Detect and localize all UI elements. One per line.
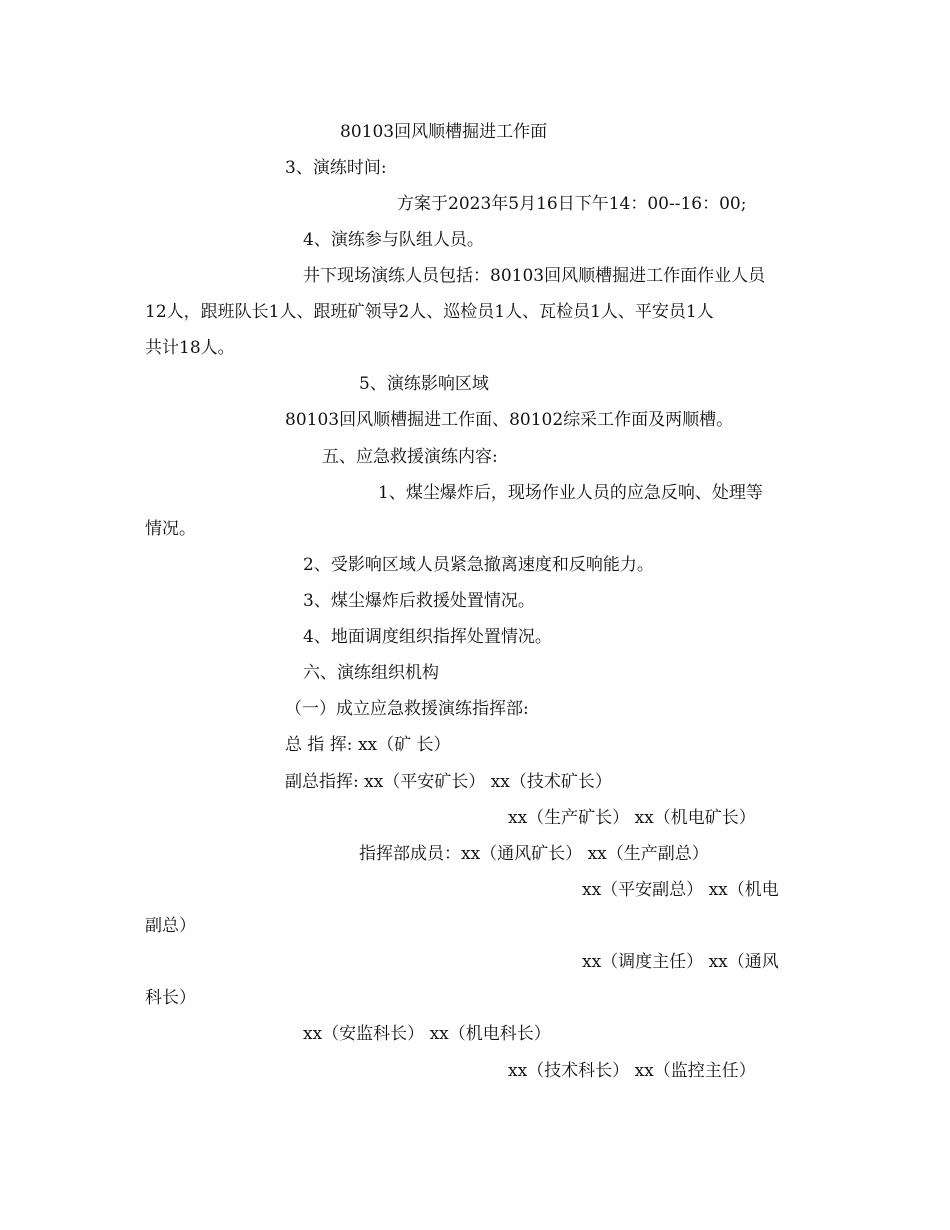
- text-line: 5、演练影响区域: [359, 374, 489, 394]
- text-line: 总 指 挥: xx（矿 长）: [285, 735, 451, 755]
- text-line: 井下现场演练人员包括：80103回风顺槽掘进工作面作业人员: [303, 266, 766, 286]
- text-line: 六、演练组织机构: [303, 663, 439, 683]
- text-line: xx（生产矿长） xx（机电矿长）: [508, 808, 756, 828]
- text-line: 方案于2023年5月16日下午14：00--16：00;: [397, 194, 747, 214]
- text-line: 共计18人。: [145, 338, 235, 358]
- text-line: 80103回风顺槽掘进工作面、80102综采工作面及两顺槽。: [285, 410, 734, 430]
- text-line: （一）成立应急救援演练指挥部:: [285, 699, 529, 719]
- text-line: xx（技术科长） xx（监控主任）: [508, 1061, 756, 1081]
- text-line: 情况。: [145, 519, 196, 539]
- text-line: 副总）: [145, 916, 196, 936]
- text-line: 3、煤尘爆炸后救援处置情况。: [303, 591, 535, 611]
- text-line: 副总指挥: xx（平安矿长） xx（技术矿长）: [285, 772, 612, 792]
- text-line: 3、演练时间:: [285, 158, 387, 178]
- text-line: 4、演练参与队组人员。: [303, 230, 484, 250]
- text-line: 12人，跟班队长1人、跟班矿领导2人、巡检员1人、瓦检员1人、平安员1人: [145, 302, 714, 322]
- text-line: xx（平安副总） xx（机电: [582, 880, 779, 900]
- text-line: xx（调度主任） xx（通风: [582, 952, 779, 972]
- text-line: xx（安监科长） xx（机电科长）: [303, 1024, 551, 1044]
- text-line: 1、煤尘爆炸后，现场作业人员的应急反响、处理等: [378, 483, 763, 503]
- text-line: 80103回风顺槽掘进工作面: [340, 122, 548, 142]
- text-line: 指挥部成员：xx（通风矿长） xx（生产副总）: [359, 844, 709, 864]
- text-line: 五、应急救援演练内容:: [322, 447, 498, 467]
- text-line: 2、受影响区域人员紧急撤离速度和反响能力。: [303, 555, 654, 575]
- text-line: 科长）: [145, 988, 196, 1008]
- text-line: 4、地面调度组织指挥处置情况。: [303, 627, 552, 647]
